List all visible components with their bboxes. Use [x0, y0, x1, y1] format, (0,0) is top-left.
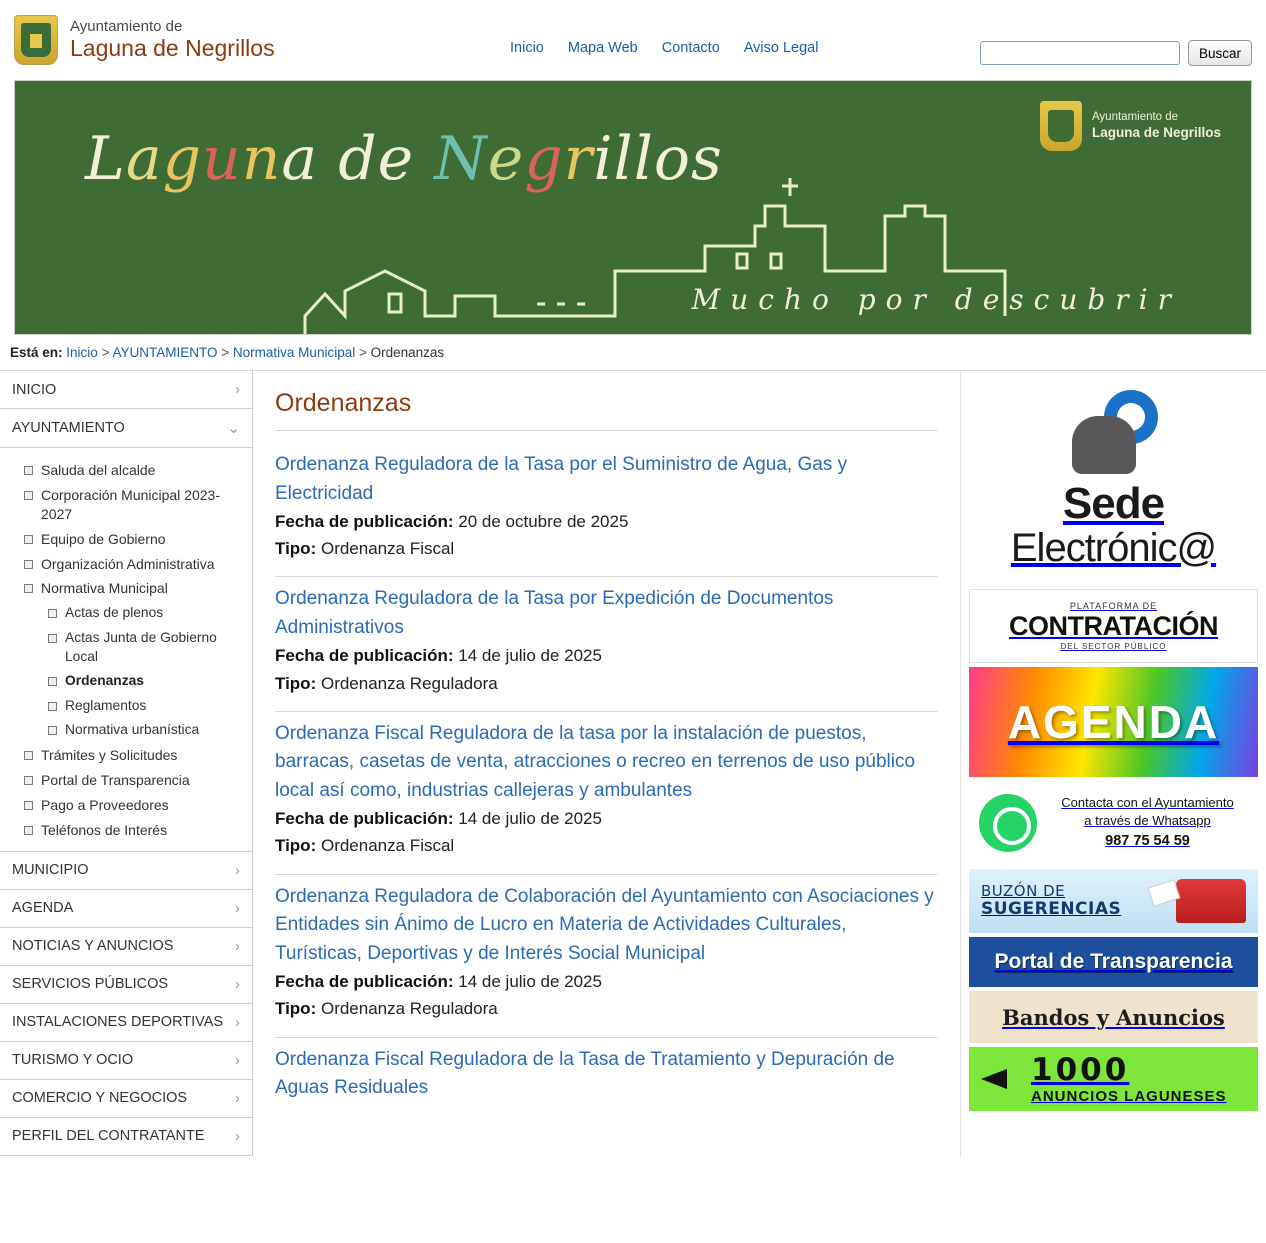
site-banner [14, 80, 1252, 335]
bullet-icon [24, 751, 33, 760]
banner-agenda[interactable] [969, 667, 1258, 777]
bullet-icon [24, 826, 33, 835]
sidebar-item-noticias-y-anuncios[interactable] [0, 928, 252, 966]
breadcrumb-separator: > [101, 345, 110, 360]
mailbox-icon [1176, 879, 1246, 923]
bullet-icon [24, 584, 33, 593]
bullet-icon [48, 677, 57, 686]
banner-title: Laguna de Negrillos [85, 124, 723, 194]
nav-inicio[interactable]: Inicio [510, 40, 544, 56]
banner-logo-title: Laguna de Negrillos [1091, 124, 1221, 140]
sidebar-item-turismo-y-ocio[interactable] [0, 1042, 252, 1080]
chevron-down-icon: ⌄ [227, 420, 240, 437]
banner-buzon-line1: BUZÓN DE [981, 882, 1066, 901]
sidebar-item-label: Normativa Municipal [41, 580, 168, 597]
sidebar-item-label: Ordenanzas [65, 673, 144, 689]
sidebar-item-label: INICIO [12, 381, 57, 398]
chevron-right-icon: › [235, 975, 240, 993]
sidebar-item-label: Reglamentos [65, 697, 147, 713]
document-date [275, 968, 938, 995]
sidebar-item-label: AYUNTAMIENTO [12, 420, 125, 436]
breadcrumb-item-inicio[interactable]: Inicio [66, 345, 98, 360]
sidebar-item-label: Normativa urbanística [65, 722, 200, 738]
sidebar-item-actas-de-plenos[interactable] [0, 601, 252, 626]
bullet-icon [24, 801, 33, 810]
sidebar [0, 371, 253, 1156]
banner-logo-subtitle: Ayuntamiento de [1091, 111, 1179, 123]
document-date-value: 14 de julio de 2025 [458, 646, 602, 666]
chevron-right-icon: › [235, 1089, 240, 1107]
right-banner-column [960, 371, 1266, 1156]
sidebar-item-municipio[interactable] [0, 852, 252, 890]
sidebar-item-ordenanzas[interactable] [0, 669, 252, 694]
search-form [980, 40, 1252, 66]
document-item [275, 1038, 938, 1117]
sidebar-item-equipo-de-gobierno[interactable] [0, 527, 252, 552]
breadcrumb-item-current: Ordenanzas [370, 345, 445, 360]
document-type-value: Ordenanza Fiscal [320, 836, 455, 856]
sidebar-item-label: Actas Junta de Gobierno Local [65, 629, 217, 664]
sidebar-item-label: SERVICIOS PÚBLICOS [12, 976, 169, 993]
banner-anuncios-line1: 1000 [1031, 1051, 1130, 1088]
coat-of-arms-icon [1040, 101, 1082, 151]
document-date [275, 805, 938, 832]
site-header [0, 0, 1266, 80]
megaphone-icon [977, 1059, 1023, 1099]
bullet-icon [48, 634, 57, 643]
sidebar-item-perfil-del-contratante[interactable] [0, 1118, 252, 1156]
banner-buzon-line2: SUGERENCIAS [981, 898, 1122, 919]
document-type-label: Tipo: [275, 999, 317, 1019]
sidebar-item-label: Saluda del alcalde [41, 462, 156, 478]
document-date [275, 642, 938, 669]
document-date-value: 14 de julio de 2025 [458, 809, 602, 829]
document-item [275, 577, 938, 711]
banner-sede-line1: Sede [1062, 479, 1165, 528]
banner-whatsapp[interactable] [969, 781, 1258, 865]
bullet-icon [24, 535, 33, 544]
sidebar-item-normativa-urbanistica[interactable] [0, 718, 252, 743]
banner-1000-anuncios-laguneses[interactable] [969, 1047, 1258, 1111]
sidebar-item-instalaciones-deportivas[interactable] [0, 1004, 252, 1042]
bullet-icon [24, 491, 33, 500]
banner-bandos-anuncios[interactable] [969, 991, 1258, 1043]
document-date-label: Fecha de publicación: [275, 972, 454, 992]
bullet-icon [24, 560, 33, 569]
breadcrumb [0, 335, 1266, 371]
sidebar-item-telefonos-de-interes[interactable] [0, 818, 252, 843]
document-title-link[interactable]: Ordenanza Fiscal Reguladora de la Tasa de Tratamiento y Depuración de Aguas Residuales [275, 1048, 895, 1098]
breadcrumb-separator: > [358, 345, 367, 360]
document-date-label: Fecha de publicación: [275, 646, 454, 666]
document-type-label: Tipo: [275, 539, 317, 559]
sidebar-item-tramites-y-solicitudes[interactable] [0, 743, 252, 768]
sidebar-item-label: Actas de plenos [65, 605, 164, 621]
sidebar-item-agenda[interactable] [0, 890, 252, 928]
brand-text [70, 18, 275, 62]
banner-anuncios-line2: ANUNCIOS LAGUNESES [1031, 1087, 1227, 1105]
banner-transparencia-label: Portal de Transparencia [994, 950, 1233, 973]
document-type-value: Ordenanza Fiscal [320, 539, 455, 559]
page-title: Ordenanzas [275, 389, 938, 431]
sidebar-item-ayuntamiento[interactable] [0, 409, 252, 448]
bullet-icon [48, 609, 57, 618]
nav-mapa-web[interactable]: Mapa Web [567, 40, 638, 56]
document-title-link[interactable]: Ordenanza Reguladora de Colaboración del Ayuntamiento con Asociaciones y Entidades sin Ánimo de Lucro en Materia de Actividades Culturales, Turísticas, Deportivas y de Interés Social Municipal [275, 885, 934, 964]
bullet-icon [24, 776, 33, 785]
breadcrumb-item-normativa-municipal[interactable]: Normativa Municipal [232, 345, 356, 360]
breadcrumb-item-ayuntamiento[interactable]: AYUNTAMIENTO [112, 345, 218, 360]
brand[interactable] [14, 15, 275, 65]
banner-sede-line2: Electrónic@ [1010, 526, 1217, 570]
document-title-link[interactable]: Ordenanza Fiscal Reguladora de la tasa por la instalación de puestos, barracas, casetas de venta, atracciones o recreo en terrenos de uso público local así como, industrias callejeras y ambulantes [275, 722, 916, 801]
document-type [275, 670, 938, 697]
banner-contratacion-line3: DEL SECTOR PÚBLICO [1060, 642, 1167, 651]
document-type-label: Tipo: [275, 836, 317, 856]
sidebar-item-label: PERFIL DEL CONTRATANTE [12, 1128, 205, 1145]
sidebar-item-corporacion-municipal[interactable] [0, 483, 252, 527]
sidebar-item-reglamentos[interactable] [0, 694, 252, 719]
document-item [275, 443, 938, 577]
banner-portal-transparencia[interactable] [969, 937, 1258, 987]
sidebar-item-label: Pago a Proveedores [41, 796, 169, 813]
breadcrumb-separator: > [221, 345, 230, 360]
chevron-right-icon: › [235, 1127, 240, 1145]
document-type [275, 995, 938, 1022]
bullet-icon [48, 726, 57, 735]
sidebar-item-normativa-municipal[interactable] [0, 576, 252, 601]
sidebar-item-label: AGENDA [12, 900, 74, 917]
banner-tagline: Mucho por descubrir [691, 283, 1181, 316]
nav-contacto[interactable]: Contacto [661, 40, 720, 56]
document-type [275, 535, 938, 562]
sidebar-item-label: COMERCIO Y NEGOCIOS [12, 1090, 188, 1107]
sidebar-item-label: NOTICIAS Y ANUNCIOS [12, 938, 174, 955]
document-type [275, 832, 938, 859]
document-type-value: Ordenanza Reguladora [320, 999, 498, 1019]
banner-buzon-sugerencias[interactable] [969, 869, 1258, 933]
document-type-value: Ordenanza Reguladora [320, 673, 498, 693]
banner-contratacion-line1: PLATAFORMA DE [1069, 601, 1158, 611]
nav-aviso-legal[interactable]: Aviso Legal [743, 40, 819, 56]
chevron-right-icon: › [235, 861, 240, 879]
document-date-label: Fecha de publicación: [275, 809, 454, 829]
sidebar-item-label: TURISMO Y OCIO [12, 1052, 134, 1069]
bullet-icon [24, 466, 33, 475]
sidebar-item-label: MUNICIPIO [12, 862, 89, 879]
breadcrumb-prefix: Está en: [10, 345, 63, 360]
chevron-right-icon: › [235, 381, 240, 398]
chevron-right-icon: › [235, 1051, 240, 1069]
sidebar-item-inicio[interactable] [0, 371, 252, 409]
banner-plataforma-contratacion[interactable] [969, 589, 1258, 663]
sidebar-item-label: Teléfonos de Interés [41, 821, 168, 838]
sidebar-item-label: Corporación Municipal 2023-2027 [41, 486, 220, 522]
sidebar-item-label: Portal de Transparencia [41, 771, 190, 788]
document-date-value: 20 de octubre de 2025 [458, 512, 629, 531]
document-date [275, 508, 938, 535]
sidebar-item-label: Equipo de Gobierno [41, 530, 166, 547]
whatsapp-icon [979, 794, 1037, 852]
chevron-right-icon: › [235, 937, 240, 955]
banner-whatsapp-line2: a través de Whatsapp [1084, 813, 1211, 829]
sidebar-item-comercio-y-negocios[interactable] [0, 1080, 252, 1118]
banner-logo [1040, 101, 1221, 151]
sidebar-item-pago-a-proveedores[interactable] [0, 793, 252, 818]
sidebar-item-saluda-del-alcalde[interactable] [0, 458, 252, 483]
page-layout [0, 371, 1266, 1156]
brand-subtitle: Ayuntamiento de [70, 18, 183, 36]
sidebar-item-label: Organización Administrativa [41, 555, 215, 572]
bullet-icon [48, 702, 57, 711]
document-item [275, 875, 938, 1038]
search-button[interactable]: Buscar [1188, 40, 1252, 66]
banner-whatsapp-line1: Contacta con el Ayuntamiento [1061, 794, 1234, 810]
chevron-right-icon: › [235, 899, 240, 917]
document-date-label: Fecha de publicación: [275, 512, 454, 531]
sidebar-item-actas-junta-de-gobierno-local[interactable] [0, 626, 252, 669]
sidebar-item-portal-de-transparencia[interactable] [0, 768, 252, 793]
brand-title: Laguna de Negrillos [70, 35, 275, 62]
banner-sede-electronica[interactable] [969, 375, 1258, 585]
search-input[interactable] [980, 41, 1180, 65]
main-content [253, 371, 960, 1156]
document-title-link[interactable]: Ordenanza Reguladora de la Tasa por Expedición de Documentos Administrativos [275, 588, 834, 638]
banner-contratacion-line2: CONTRATACIÓN [1009, 611, 1218, 641]
document-date-value: 14 de julio de 2025 [458, 972, 602, 992]
sidebar-item-label: Trámites y Solicitudes [41, 747, 178, 764]
click-hand-icon [1054, 390, 1174, 480]
top-navigation [510, 40, 818, 56]
document-type-label: Tipo: [275, 673, 317, 693]
sidebar-submenu-ayuntamiento [0, 448, 252, 852]
document-title-link[interactable]: Ordenanza Reguladora de la Tasa por el Suministro de Agua, Gas y Electricidad [275, 454, 848, 504]
sidebar-item-organizacion-administrativa[interactable] [0, 552, 252, 577]
banner-agenda-label: AGENDA [1007, 696, 1220, 748]
sidebar-item-servicios-publicos[interactable] [0, 966, 252, 1004]
document-item [275, 712, 938, 875]
sidebar-item-label: INSTALACIONES DEPORTIVAS [12, 1014, 224, 1031]
banner-whatsapp-number: 987 75 54 59 [1105, 833, 1190, 850]
banner-bandos-label: Bandos y Anuncios [1002, 1004, 1225, 1030]
chevron-right-icon: › [235, 1013, 240, 1031]
coat-of-arms-icon [14, 15, 58, 65]
